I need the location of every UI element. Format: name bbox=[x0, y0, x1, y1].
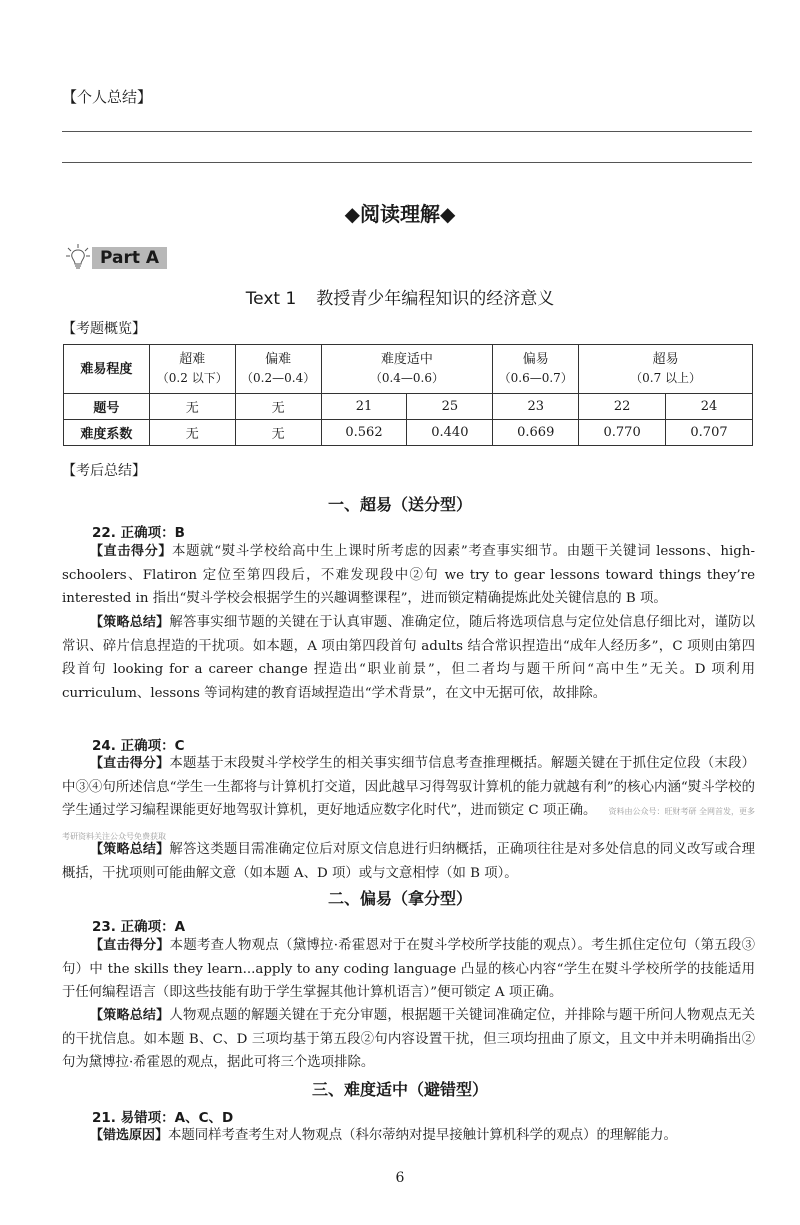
section-heading-medium: 三、难度适中（避错型） bbox=[311, 1080, 488, 1099]
table-cell: 无 bbox=[235, 420, 321, 446]
table-cell: 0.770 bbox=[579, 420, 666, 446]
table-cell: 无 bbox=[149, 420, 235, 446]
paragraph-q24-strategy bbox=[62, 838, 755, 885]
table-cell: 0.669 bbox=[493, 420, 579, 446]
table-cell: 无 bbox=[235, 394, 321, 420]
level-name: 偏难 bbox=[265, 352, 292, 367]
keyword-label: 【错选原因】 bbox=[90, 1128, 169, 1143]
table-cell: 0.440 bbox=[407, 420, 493, 446]
table-row bbox=[64, 420, 753, 446]
text-title bbox=[0, 284, 800, 309]
paragraph-text: 解答事实细节题的关键在于认真审题、准确定位，随后将选项信息与定位处信息仔细比对，谨防以常识、碎片信息捏造的干扰项。如本题，A 项由第四段首句 adults 结合常识捏造出“成年人经历多”，C 项则由第四段首句 looking for a career change 捏造出“职业前景”，但二者均与题干所问“高中生”无关。D 项利用 curriculum、lessons 等词构建的教育语域捏造出“学术背景”，在文中无据可依，故排除。 bbox=[62, 615, 755, 701]
level-cell bbox=[579, 345, 753, 394]
table-cell: 无 bbox=[149, 394, 235, 420]
note-line bbox=[62, 162, 752, 163]
lightbulb-icon bbox=[66, 244, 90, 272]
level-cell bbox=[235, 345, 321, 394]
paragraph-q22-strategy bbox=[62, 611, 755, 705]
answer-q21: 21. 易错项：A、C、D bbox=[92, 1110, 234, 1126]
keyword-label: 【策略总结】 bbox=[90, 615, 170, 630]
table-cell: 21 bbox=[321, 394, 407, 420]
row-label: 题号 bbox=[64, 394, 150, 420]
personal-summary-label: 【个人总结】 bbox=[62, 88, 153, 106]
table-cell: 22 bbox=[579, 394, 666, 420]
level-name: 难度适中 bbox=[380, 352, 433, 367]
row-label: 难易程度 bbox=[64, 345, 150, 394]
level-range: （0.7 以上） bbox=[630, 371, 702, 385]
paragraph-text: 本题考查人物观点（黛博拉·希霍恩对于在熨斗学校所学技能的观点）。考生抓住定位句（第五段③句）中 the skills they learn...apply to any coding language 凸显的核心内容“学生在熨斗学校所学的技能适用于任何编程语言（即这些技能有助于学生掌握其他计算机语言）”便可锁定 A 项正确。 bbox=[62, 938, 755, 1000]
level-name: 偏易 bbox=[522, 352, 549, 367]
paragraph-q23-strategy bbox=[62, 1004, 755, 1075]
level-name: 超易 bbox=[652, 352, 679, 367]
keyword-label: 【直击得分】 bbox=[90, 938, 170, 953]
table-cell: 0.562 bbox=[321, 420, 407, 446]
table-row bbox=[64, 394, 753, 420]
after-summary-tag: 【考后总结】 bbox=[62, 463, 146, 479]
level-range: （0.2—0.4） bbox=[241, 371, 316, 385]
table-cell: 25 bbox=[407, 394, 493, 420]
text-number: Text 1 bbox=[245, 289, 297, 309]
note-line bbox=[62, 131, 752, 132]
table-row bbox=[64, 345, 753, 394]
level-cell bbox=[493, 345, 579, 394]
section-title: ◆阅读理解◆ bbox=[344, 202, 456, 226]
paragraph-text: 本题基于末段熨斗学校学生的相关事实细节信息考查推理概括。解题关键在于抓住定位段（末段）中③④句所述信息“学生一生都将与计算机打交道，因此越早习得驾驭计算机的能力就越有利”的核心内涵“熨斗学校的学生通过学习编程课能更好地驾驭计算机，更好地适应数字化时代”，进而锁定 C 项正确。 bbox=[62, 756, 755, 818]
answer-q24: 24. 正确项：C bbox=[92, 738, 185, 754]
paragraph-text: 解答这类题目需准确定位后对原文信息进行归纳概括，正确项往往是对多处信息的同义改写或合理概括，干扰项则可能曲解文意（如本题 A、D 项）或与文意相悖（如 B 项）。 bbox=[62, 842, 755, 881]
table-cell: 23 bbox=[493, 394, 579, 420]
table-cell: 0.707 bbox=[666, 420, 753, 446]
level-range: （0.2 以下） bbox=[156, 371, 228, 385]
level-range: （0.6—0.7） bbox=[498, 371, 573, 385]
answer-q23: 23. 正确项：A bbox=[92, 919, 186, 935]
level-name: 超难 bbox=[179, 352, 206, 367]
paragraph-text: 本题同样考查考生对人物观点（科尔蒂纳对提早接触计算机科学的观点）的理解能力。 bbox=[168, 1128, 677, 1143]
text-title-cn: 教授青少年编程知识的经济意义 bbox=[316, 289, 555, 309]
section-heading-easy: 一、超易（送分型） bbox=[327, 495, 472, 514]
row-label: 难度系数 bbox=[64, 420, 150, 446]
overview-tag: 【考题概览】 bbox=[62, 321, 146, 337]
part-header bbox=[66, 244, 167, 272]
watermark-text: 资料由公众号：旺财考研 全网首发，更多考研资料关注公众号免费获取 bbox=[62, 807, 755, 841]
page-number: 6 bbox=[395, 1170, 405, 1186]
paragraph-text: 本题就“熨斗学校给高中生上课时所考虑的因素”考查事实细节。由题干关键词 lessons、high-schoolers、Flatiron 定位至第四段后，不难发现段中②句 we try to gear lessons toward things they’re interested in 指出“熨斗学校会根据学生的兴趣调整课程”，进而锁定精确提炼此处关键信息的 B 项。 bbox=[62, 544, 755, 606]
table-cell: 24 bbox=[666, 394, 753, 420]
paragraph-text: 人物观点题的解题关键在于充分审题，根据题干关键词准确定位，并排除与题干所问人物观点无关的干扰信息。如本题 B、C、D 三项均基于第五段②句内容设置干扰，但三项均扭曲了原文，且文中并未明确指出②句为黛博拉·希霍恩的观点，据此可将三个选项排除。 bbox=[62, 1008, 755, 1070]
part-label: Part A bbox=[92, 247, 167, 269]
level-cell bbox=[321, 345, 493, 394]
level-range: （0.4—0.6） bbox=[369, 371, 444, 385]
paragraph-q21-reason bbox=[62, 1124, 755, 1148]
section-heading-fair: 二、偏易（拿分型） bbox=[327, 889, 472, 908]
keyword-label: 【策略总结】 bbox=[90, 842, 170, 857]
paragraph-q24-direct bbox=[62, 752, 755, 848]
difficulty-table bbox=[63, 344, 753, 446]
keyword-label: 【直击得分】 bbox=[90, 544, 173, 559]
level-cell bbox=[149, 345, 235, 394]
answer-q22: 22. 正确项：B bbox=[92, 525, 185, 541]
paragraph-q22-direct bbox=[62, 540, 755, 611]
keyword-label: 【直击得分】 bbox=[90, 756, 170, 771]
keyword-label: 【策略总结】 bbox=[90, 1008, 170, 1023]
paragraph-q23-direct bbox=[62, 934, 755, 1005]
